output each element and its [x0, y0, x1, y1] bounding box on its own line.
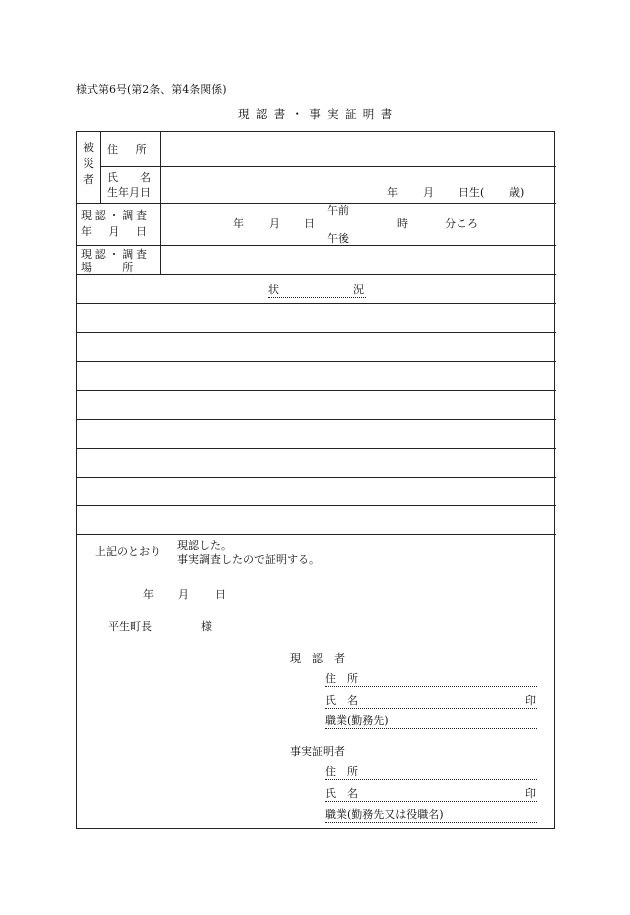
- datetime-label-line2: 年 月 日: [81, 225, 150, 238]
- birth-age-unit: 歳): [509, 186, 525, 199]
- certifier-occupation-line[interactable]: [325, 809, 537, 823]
- witness-address-label: 住 所: [325, 672, 358, 685]
- place-field[interactable]: [161, 246, 555, 274]
- datetime-minute: 分ころ: [445, 217, 478, 230]
- cert-prefix: 上記のとおり: [95, 545, 161, 558]
- certifier-seal: 印: [525, 787, 536, 800]
- victim-birth-label: 生年月日: [107, 186, 151, 199]
- certifier-name-line[interactable]: [325, 788, 537, 802]
- situation-char-1: 状: [268, 283, 279, 296]
- document-title: 現認書・事実証明書: [238, 107, 399, 121]
- datetime-year: 年: [233, 217, 244, 230]
- situation-line-8[interactable]: [77, 506, 556, 534]
- witness-address-line[interactable]: [325, 673, 537, 687]
- place-label-line1: 現認・調査: [81, 248, 150, 261]
- cert-line1: 現認した。: [177, 539, 232, 552]
- certifier-heading: 事実証明者: [290, 745, 345, 758]
- certifier-address-line[interactable]: [325, 766, 537, 780]
- addressee: 平生町長: [108, 620, 152, 633]
- birth-month-unit: 月: [423, 186, 434, 199]
- datetime-am[interactable]: 午前: [327, 204, 349, 217]
- datetime-label-line1: 現認・調査: [81, 209, 150, 222]
- datetime-pm[interactable]: 午後: [327, 232, 349, 245]
- form-table: [76, 131, 555, 829]
- certifier-name-label: 氏 名: [325, 787, 358, 800]
- cert-date-day: 日: [215, 588, 226, 601]
- victim-address-field[interactable]: [161, 133, 555, 166]
- birth-day-unit: 日生(: [458, 186, 485, 199]
- witness-name-line[interactable]: [325, 695, 537, 709]
- victim-address-label: 住 所: [107, 143, 150, 156]
- victim-name-label: 氏 名: [107, 171, 151, 184]
- witness-seal: 印: [525, 694, 536, 707]
- cert-date-year: 年: [143, 588, 154, 601]
- situation-line-1[interactable]: [77, 304, 556, 332]
- datetime-day: 日: [304, 217, 315, 230]
- addressee-honorific: 様: [201, 620, 212, 633]
- situation-line-2[interactable]: [77, 333, 556, 361]
- datetime-hour: 時: [397, 217, 408, 230]
- situation-char-2: 況: [353, 283, 364, 296]
- victim-name-field[interactable]: [161, 167, 555, 203]
- witness-name-label: 氏 名: [325, 694, 358, 707]
- situation-line-4[interactable]: [77, 391, 556, 419]
- witness-heading: 現 認 者: [290, 652, 345, 665]
- birth-year-unit: 年: [387, 186, 398, 199]
- place-label-line2: 場 所: [81, 261, 136, 274]
- form-number: 様式第6号(第2条、第4条関係): [76, 83, 227, 96]
- situation-line-6[interactable]: [77, 449, 556, 477]
- witness-occupation-line[interactable]: [325, 715, 537, 729]
- situation-line-7[interactable]: [77, 478, 556, 505]
- situation-line-3[interactable]: [77, 362, 556, 390]
- cert-line2: 事実調査したので証明する。: [177, 553, 320, 566]
- situation-header: [268, 284, 366, 298]
- witness-occupation-label: 職業(勤務先): [325, 714, 389, 727]
- situation-line-5[interactable]: [77, 420, 556, 448]
- certifier-occupation-label: 職業(勤務先又は役職名): [325, 808, 444, 821]
- datetime-month: 月: [269, 217, 280, 230]
- certifier-address-label: 住 所: [325, 765, 358, 778]
- victim-group-label: 被災者: [83, 141, 94, 186]
- cert-date-month: 月: [178, 588, 189, 601]
